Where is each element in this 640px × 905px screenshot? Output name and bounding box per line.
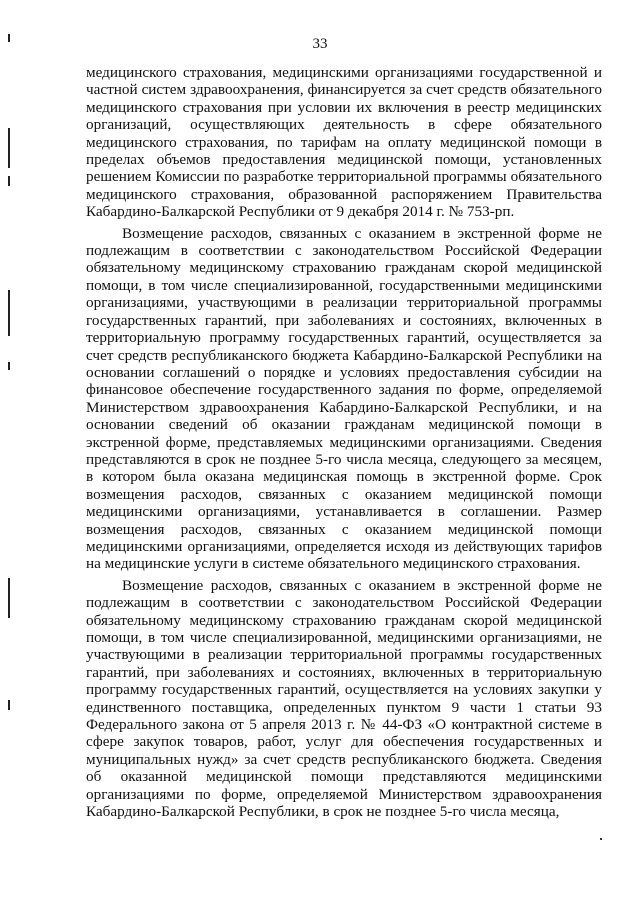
scan-margin-mark bbox=[8, 290, 10, 336]
scan-margin-mark bbox=[8, 700, 10, 710]
paragraph-3: Возмещение расходов, связанных с оказанием в экстренной форме не подлежащим в соответствии с законодательством Российской Федерации обязательному медицинскому страхованию гражданам скорой медицинской помощи, в том числе специализированной, медицинскими организациями, не участвующими в реализации территориальной программы государственных гарантий, при заболеваниях и состояниях, включенных в территориальную программу государственных гарантий, осуществляется на условиях закупки у единственного поставщика, определенных пунктом 9 части 1 статьи 93 Федерального закона от 5 апреля 2013 г. № 44-ФЗ «О контрактной системе в сфере закупок товаров, работ, услуг для обеспечения государственных и муниципальных нужд» за счет средств республиканского бюджета. Сведения об оказанной медицинской помощи представляются медицинскими организациями по форме, определяемой Министерством здравоохранения Кабардино-Балкарской Республики, в срок не позднее 5-го числа месяца, bbox=[86, 576, 602, 821]
scan-speck bbox=[600, 838, 602, 840]
paragraph-2: Возмещение расходов, связанных с оказанием в экстренной форме не подлежащим в соответствии с законодательством Российской Федерации обязательному медицинскому страхованию гражданам скорой медицинской помощи, в том числе специализированной, государственными медицинскими организациями, участвующими в реализации территориальной программы государственных гарантий, при заболеваниях и состояниях, включенных в территориальную программу государственных гарантий, осуществляется за счет средств республиканского бюджета Кабардино-Балкарской Республики на основании соглашений о порядке и условиях предоставления субсидии на финансовое обеспечение государственного задания по форме, определяемой Министерством здравоохранения Кабардино-Балкарской Республики, и на основании сведений об оказании гражданам медицинской помощи в экстренной форме, представляемых медицинскими организациями. Сведения представляются в срок не позднее 5-го числа месяца, следующего за месяцем, в котором была оказана медицинская помощь в экстренной форме. Срок возмещения расходов, связанных с оказанием медицинской помощи медицинскими организациями, устанавливается в соглашении. Размер возмещения расходов, связанных с оказанием медицинской помощи медицинскими организациями, определяется исходя из действующих тарифов на медицинские услуги в системе обязательного медицинского страхования. bbox=[86, 224, 602, 573]
scan-margin-mark bbox=[8, 578, 10, 618]
document-body bbox=[86, 64, 602, 820]
scan-margin-mark bbox=[8, 176, 10, 186]
page-number: 33 bbox=[312, 36, 328, 52]
scan-margin-mark bbox=[8, 128, 10, 168]
scan-margin-mark bbox=[8, 362, 10, 370]
paragraph-1: медицинского страхования, медицинскими организациями государственной и частной систем здравоохранения, финансируется за счет средств обязательного медицинского страхования при условии их включения в реестр медицинских организаций, осуществляющих деятельность в сфере обязательного медицинского страхования, по тарифам на оплату медицинской помощи в пределах объемов предоставления медицинской помощи, установленных решением Комиссии по разработке территориальной программы обязательного медицинского страхования, образованной распоряжением Правительства Кабардино-Балкарской Республики от 9 декабря 2014 г. № 753-рп. bbox=[86, 64, 602, 221]
